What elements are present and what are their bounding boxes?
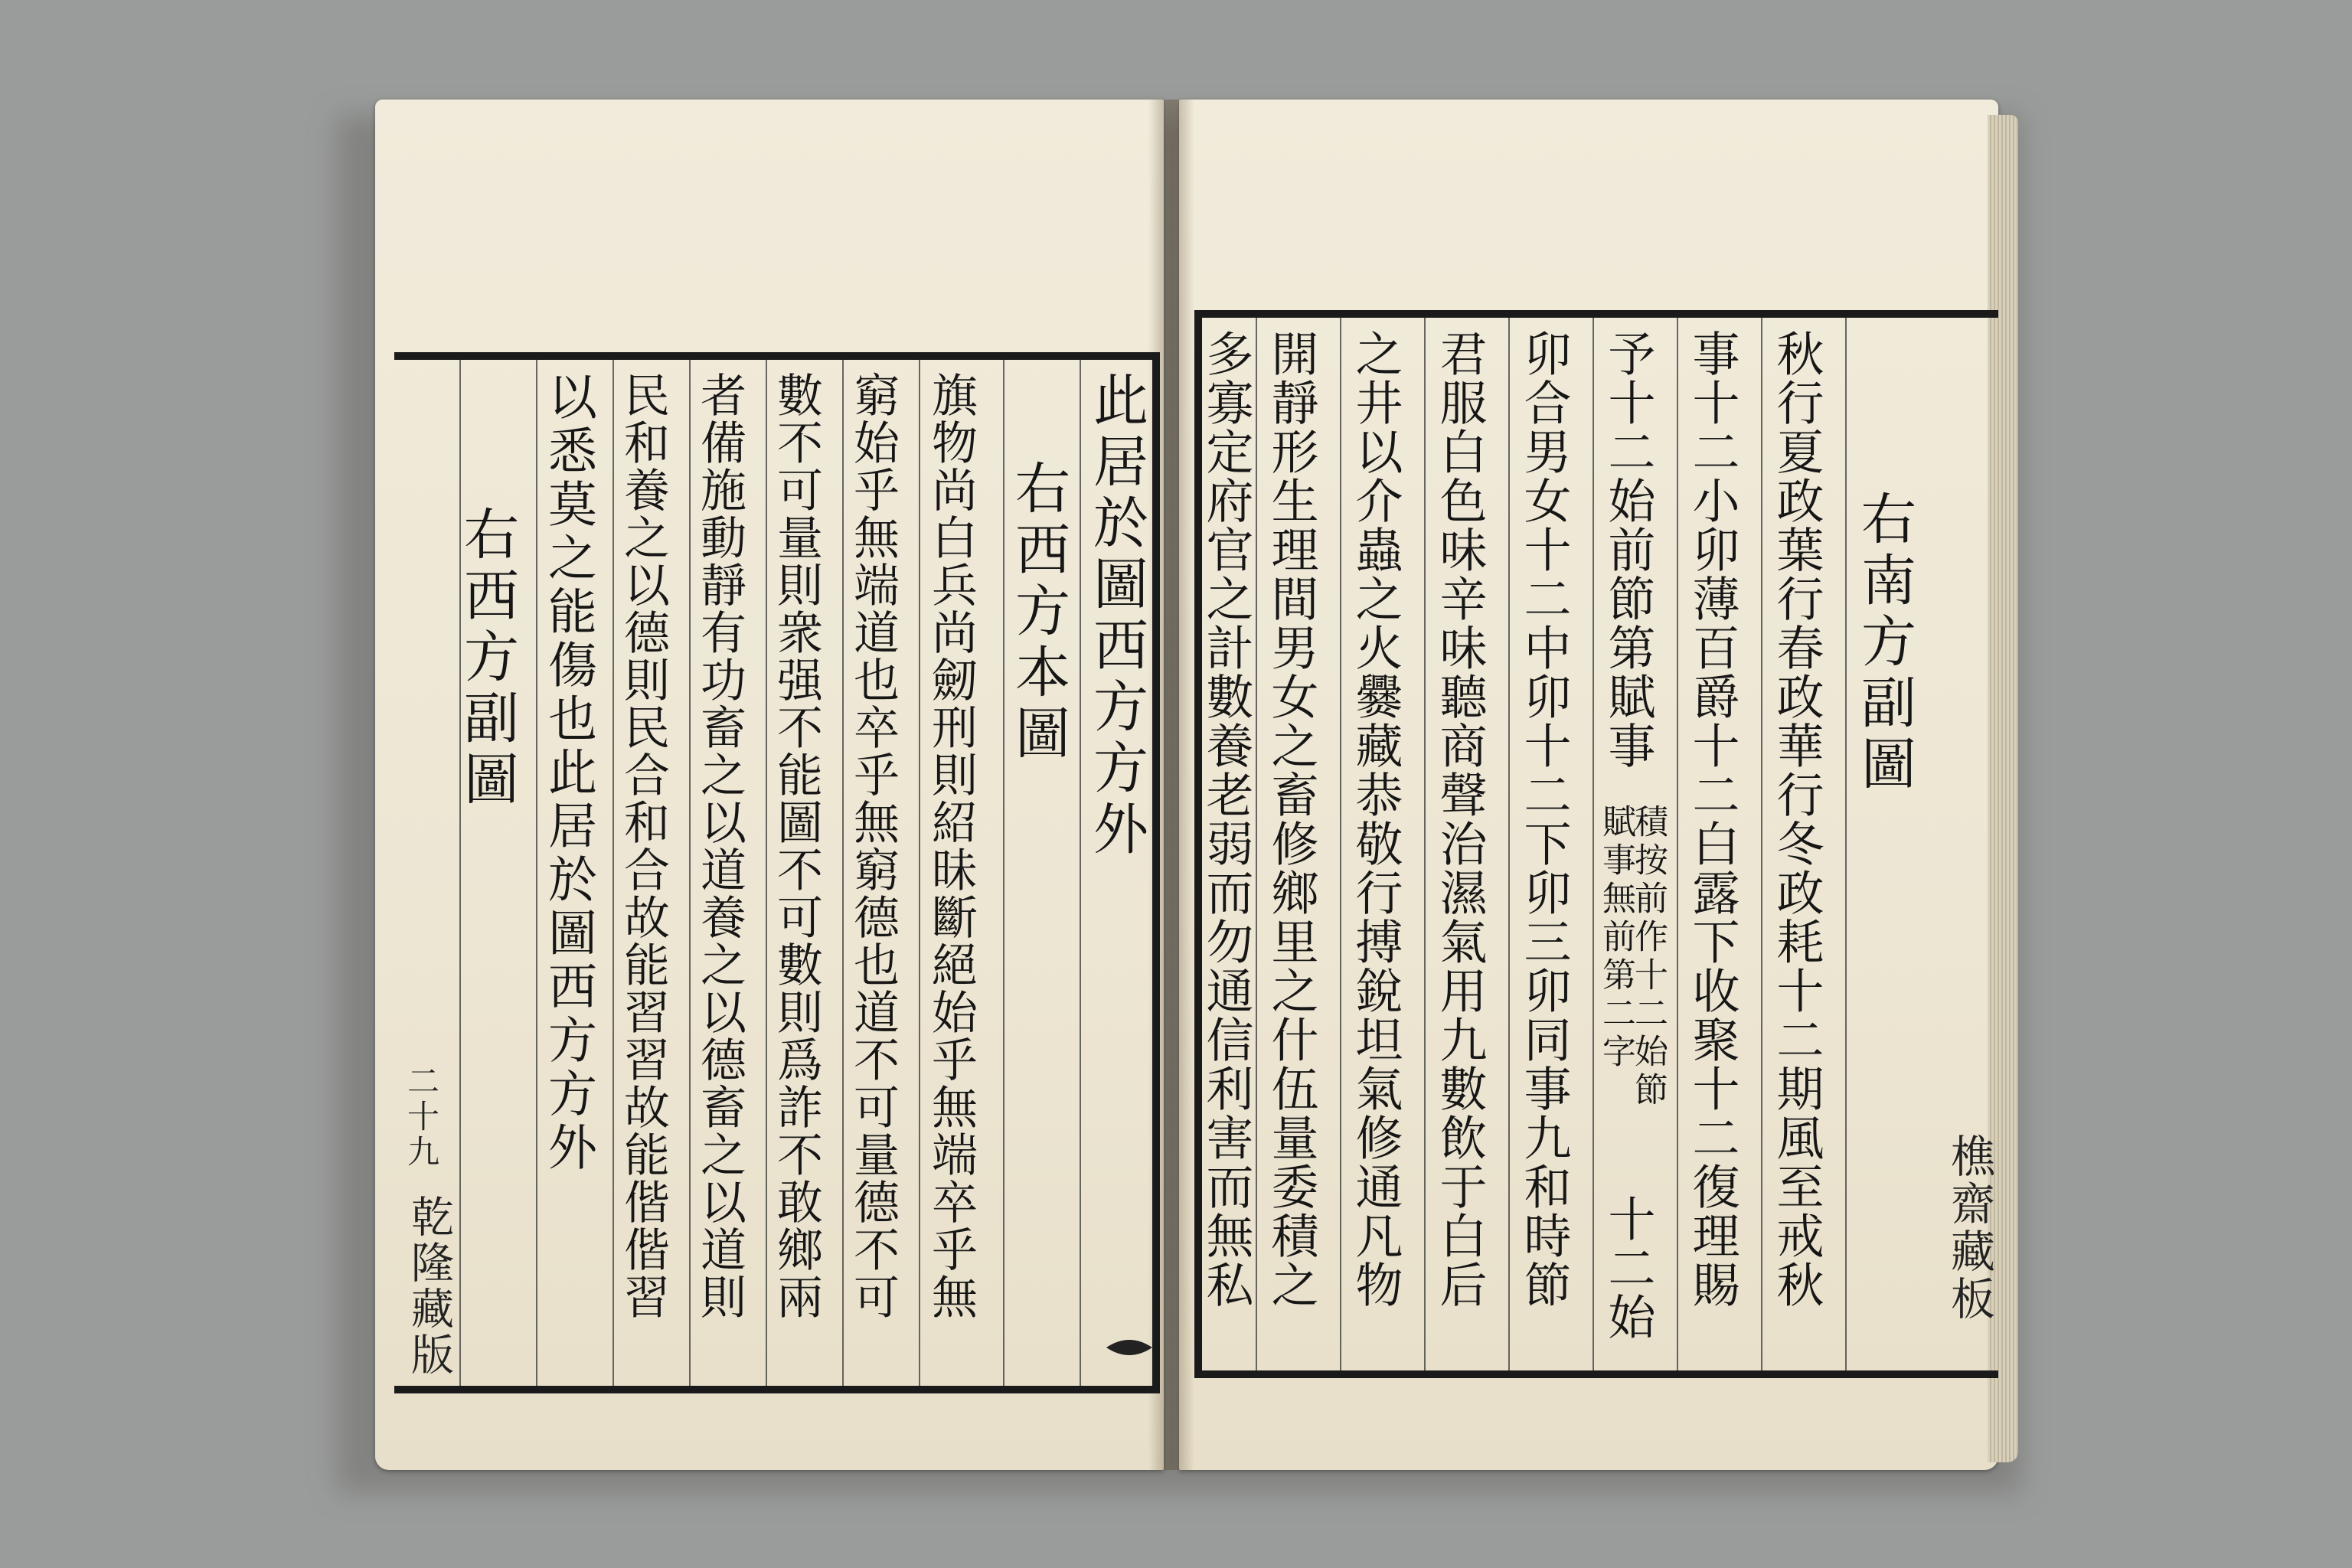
text-column: 旗物尚白兵尚劒刑則紹昧斷絕始乎無端卒乎無 [924,371,978,1321]
column-rule [536,360,537,1386]
column-rule [1761,318,1762,1370]
fish-tail-ornament [1102,1332,1156,1363]
column-rule [1256,318,1257,1370]
column-rule [689,360,691,1386]
column-rule [1845,318,1847,1370]
text-column: 民和養之以德則民合和合故能習習故能偕偕習 [616,371,670,1321]
text-column-heading: 右西方本圖 [1006,459,1070,766]
text-column-heading: 右南方副圖 [1852,490,1916,796]
text-column: 事十二小卯薄百爵十二白露下收聚十二復理賜 [1684,329,1740,1309]
text-column: 多寡定府官之計數養老弱而勿通信利害而無私 [1198,329,1254,1309]
text-column: 者備施動靜有功畜之以道養之以德畜之以道則 [693,371,746,1321]
page-number: 二十九 [403,1064,440,1170]
text-column: 以悉莫之能傷也此居於圖西方方外 [540,371,596,1175]
column-rule [1677,318,1678,1370]
text-column: 開靜形生理間男女之畜修鄉里之什伍量委積之 [1263,329,1319,1309]
text-column: 卯合男女十二中卯十二下卯三卯同事九和時節 [1516,329,1572,1309]
column-rule [1080,360,1081,1386]
text-column: 窮始乎無端道也卒乎無窮德也道不可量德不可 [846,371,900,1321]
text-column: 秋行夏政葉行春政華行冬政耗十二期風至戒秋 [1769,329,1824,1309]
printer-mark: 乾隆藏版 [404,1194,454,1378]
column-rule [766,360,767,1386]
column-rule [842,360,844,1386]
annotation-line: 賦事無前第二字 [1596,804,1635,1072]
text-column: 君服白色味辛味聽商聲治濕氣用九數飲于白后 [1432,329,1488,1309]
text-column: 數不可量則衆强不能圖不可數則爲詐不敢鄉兩 [769,371,823,1321]
column-rule [919,360,920,1386]
text-column-heading: 右西方副圖 [455,505,519,812]
text-column: 此居於圖西方方外 [1084,371,1148,861]
text-column: 之井以介蟲之火爨藏恭敬行搏銳坦氣修通凡物 [1348,329,1403,1309]
column-rule [1424,318,1426,1370]
annotation-line: 積按前作十二始節 [1628,804,1668,1110]
column-rule [1003,360,1004,1386]
column-rule [612,360,614,1386]
text-column: 予十二始前節第賦事 [1600,329,1656,770]
column-rule [1592,318,1594,1370]
text-column: 十二始 [1600,1194,1656,1341]
column-rule [1340,318,1341,1370]
column-rule [1508,318,1510,1370]
printer-mark: 樵齋藏板 [1943,1133,1995,1323]
